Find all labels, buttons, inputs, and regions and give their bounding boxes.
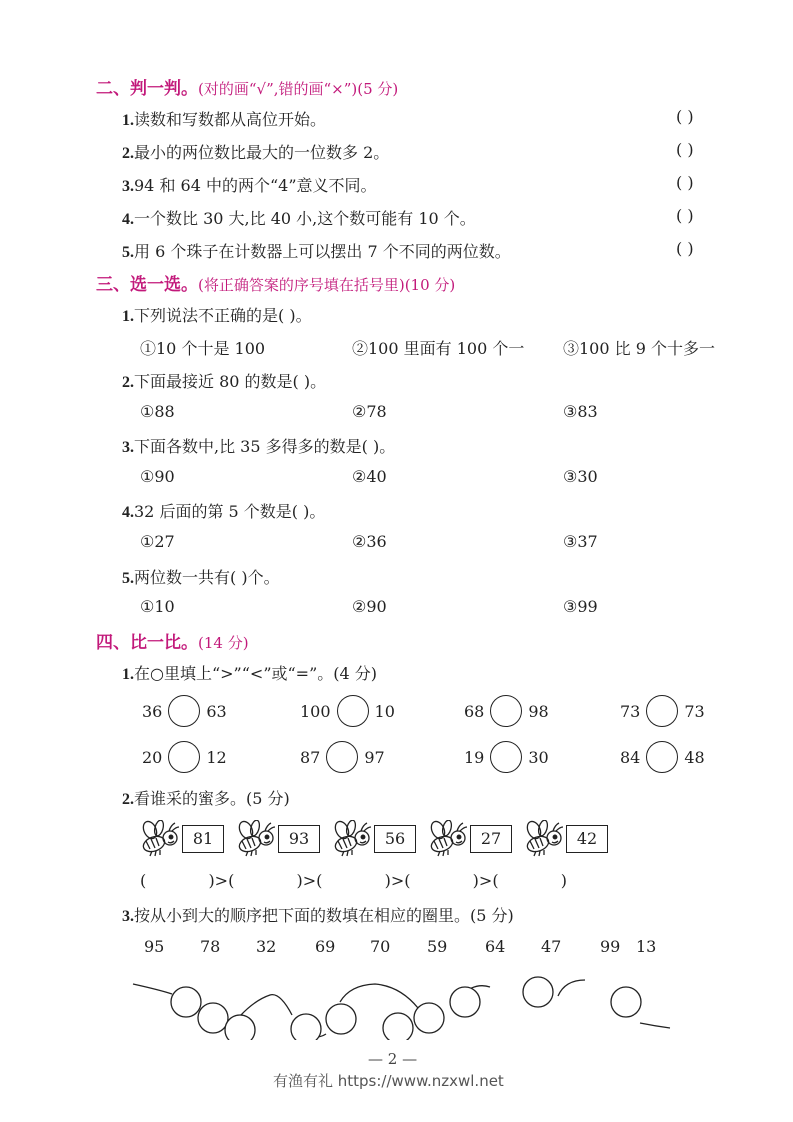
item-text: 32 后面的第 5 个数是( )。 [134, 502, 326, 521]
string-line [640, 1023, 670, 1028]
compare-circle[interactable] [646, 741, 678, 773]
seq-number: 78 [200, 937, 221, 956]
bee-icon [236, 820, 278, 858]
compare-pair [300, 695, 395, 727]
honey-box: 93 [278, 825, 320, 853]
section-2-heading [96, 74, 398, 99]
bee-icon [332, 820, 374, 858]
honey-box: 42 [566, 825, 608, 853]
answer-paren-4[interactable]: ( ) [676, 206, 694, 225]
item-text: 在○里填上“>”“<”或“=”。(4 分) [134, 664, 378, 683]
item-text: 读数和写数都从高位开始。 [134, 110, 327, 129]
gt-paren: )>( [384, 871, 411, 890]
left-number: 68 [464, 701, 485, 721]
section-4-note: (14 分) [198, 634, 249, 652]
page-number: — 2 — [368, 1050, 418, 1068]
option-5-3[interactable]: ③99 [563, 597, 598, 616]
section-4-title: 四、比一比。 [96, 633, 198, 653]
answer-paren-3[interactable]: ( ) [676, 173, 694, 192]
option-5-2[interactable]: ②90 [352, 597, 387, 616]
compare-circle[interactable] [168, 741, 200, 773]
item-number: 2. [122, 791, 134, 808]
compare-circle[interactable] [337, 695, 369, 727]
choice-question-3 [122, 434, 395, 457]
option-2-1[interactable]: ①88 [140, 402, 175, 421]
judge-item-3 [122, 173, 377, 196]
string-line [340, 984, 418, 1008]
seq-number: 47 [541, 937, 562, 956]
gt-paren: )>( [472, 871, 499, 890]
compare-circle[interactable] [646, 695, 678, 727]
section-2-note: (对的画“√”,错的画“×”)(5 分) [198, 80, 399, 98]
compare-pair [620, 741, 705, 773]
option-5-1[interactable]: ①10 [140, 597, 175, 616]
item-number: 5. [122, 244, 134, 261]
answer-circle[interactable] [450, 987, 480, 1017]
compare-circle[interactable] [490, 741, 522, 773]
option-3-2[interactable]: ②40 [352, 467, 387, 486]
choice-question-1 [122, 303, 312, 326]
answer-circle[interactable] [171, 987, 201, 1017]
honey-box: 56 [374, 825, 416, 853]
right-number: 48 [684, 747, 705, 767]
seq-number: 32 [256, 937, 277, 956]
left-number: 20 [142, 747, 163, 767]
string-line [240, 995, 292, 1016]
answer-circle[interactable] [291, 1014, 321, 1040]
section-3-heading [96, 270, 455, 295]
answer-paren-5[interactable]: ( ) [676, 239, 694, 258]
section-2-title: 二、判一判。 [96, 79, 198, 99]
choice-question-5 [122, 565, 280, 588]
item-text: 94 和 64 中的两个“4”意义不同。 [134, 176, 377, 195]
paren: ) [560, 871, 567, 890]
answer-paren-1[interactable]: ( ) [676, 107, 694, 126]
item-number: 3. [122, 439, 134, 456]
judge-item-1 [122, 107, 326, 130]
section-3-note: (将正确答案的序号填在括号里)(10 分) [198, 276, 456, 294]
judge-item-2 [122, 140, 389, 163]
compare-question-1 [122, 661, 377, 684]
option-4-3[interactable]: ③37 [563, 532, 598, 551]
answer-circle[interactable] [225, 1015, 255, 1040]
option-2-3[interactable]: ③83 [563, 402, 598, 421]
gt-paren: )>( [208, 871, 235, 890]
string-line [133, 984, 172, 994]
answer-circle[interactable] [383, 1013, 413, 1040]
compare-circle[interactable] [490, 695, 522, 727]
item-number: 3. [122, 908, 134, 925]
compare-pair [142, 695, 227, 727]
item-number: 5. [122, 570, 134, 587]
right-number: 63 [206, 701, 227, 721]
item-text: 下列说法不正确的是( )。 [134, 306, 312, 325]
compare-circle[interactable] [168, 695, 200, 727]
gt-paren: )>( [296, 871, 323, 890]
left-number: 100 [300, 701, 331, 721]
item-number: 3. [122, 178, 134, 195]
item-text: 用 6 个珠子在计数器上可以摆出 7 个不同的两位数。 [134, 242, 511, 261]
compare-question-3 [122, 903, 514, 926]
bee-row [140, 820, 620, 858]
item-number: 2. [122, 374, 134, 391]
item-text: 看谁采的蜜多。(5 分) [134, 789, 290, 808]
compare-pair [620, 695, 705, 727]
compare-pair [142, 741, 227, 773]
item-number: 1. [122, 308, 134, 325]
item-text: 最小的两位数比最大的一位数多 2。 [134, 143, 390, 162]
item-text: 下面最接近 80 的数是( )。 [134, 372, 327, 391]
left-number: 87 [300, 747, 321, 767]
right-number: 30 [528, 747, 549, 767]
answer-circle[interactable] [198, 1003, 228, 1033]
bead-string-diagram [0, 960, 793, 1040]
option-1-1[interactable]: ①10 个十是 100 [140, 339, 266, 358]
left-number: 84 [620, 747, 641, 767]
right-number: 73 [684, 701, 705, 721]
item-text: 按从小到大的顺序把下面的数填在相应的圈里。(5 分) [134, 906, 514, 925]
option-4-2[interactable]: ②36 [352, 532, 387, 551]
right-number: 98 [528, 701, 549, 721]
item-number: 1. [122, 112, 134, 129]
honey-box: 81 [182, 825, 224, 853]
section-3-title: 三、选一选。 [96, 275, 198, 295]
answer-circle[interactable] [326, 1004, 356, 1034]
item-number: 4. [122, 211, 134, 228]
compare-pair [464, 741, 549, 773]
option-3-3[interactable]: ③30 [563, 467, 598, 486]
seq-number: 95 [144, 937, 165, 956]
option-4-1[interactable]: ①27 [140, 532, 175, 551]
seq-number: 69 [315, 937, 336, 956]
right-number: 10 [374, 701, 395, 721]
answer-circle[interactable] [611, 987, 641, 1017]
judge-item-5 [122, 239, 511, 262]
bee-icon [524, 820, 566, 858]
compare-circle[interactable] [326, 741, 358, 773]
answer-paren-2[interactable]: ( ) [676, 140, 694, 159]
compare-pair [300, 741, 385, 773]
seq-number: 99 [600, 937, 621, 956]
option-1-3[interactable]: ③100 比 9 个十多一 [563, 339, 715, 358]
choice-question-2 [122, 369, 326, 392]
watermark: 有渔有礼 https://www.nzxwl.net [273, 1072, 504, 1090]
item-number: 1. [122, 666, 134, 683]
item-text: 下面各数中,比 35 多得多的数是( )。 [134, 437, 396, 456]
string-line [558, 980, 585, 996]
honey-box: 27 [470, 825, 512, 853]
seq-number: 70 [370, 937, 391, 956]
order-answer-line[interactable] [140, 871, 567, 890]
item-number: 4. [122, 504, 134, 521]
left-number: 73 [620, 701, 641, 721]
right-number: 97 [364, 747, 385, 767]
choice-question-4 [122, 499, 325, 522]
left-number: 19 [464, 747, 485, 767]
option-1-2[interactable]: ②100 里面有 100 个一 [352, 339, 525, 358]
answer-circle[interactable] [414, 1003, 444, 1033]
item-number: 2. [122, 145, 134, 162]
item-text: 一个数比 30 大,比 40 小,这个数可能有 10 个。 [134, 209, 476, 228]
seq-number: 64 [485, 937, 506, 956]
judge-item-4 [122, 206, 476, 229]
option-3-1[interactable]: ①90 [140, 467, 175, 486]
item-text: 两位数一共有( )个。 [134, 568, 280, 587]
paren: ( [140, 871, 147, 890]
bee-icon [140, 820, 182, 858]
seq-number: 13 [636, 937, 657, 956]
compare-pair [464, 695, 549, 727]
answer-circle[interactable] [523, 977, 553, 1007]
bee-icon [428, 820, 470, 858]
compare-question-2 [122, 786, 290, 809]
section-4-heading [96, 628, 249, 653]
right-number: 12 [206, 747, 227, 767]
left-number: 36 [142, 701, 163, 721]
seq-number: 59 [427, 937, 448, 956]
option-2-2[interactable]: ②78 [352, 402, 387, 421]
